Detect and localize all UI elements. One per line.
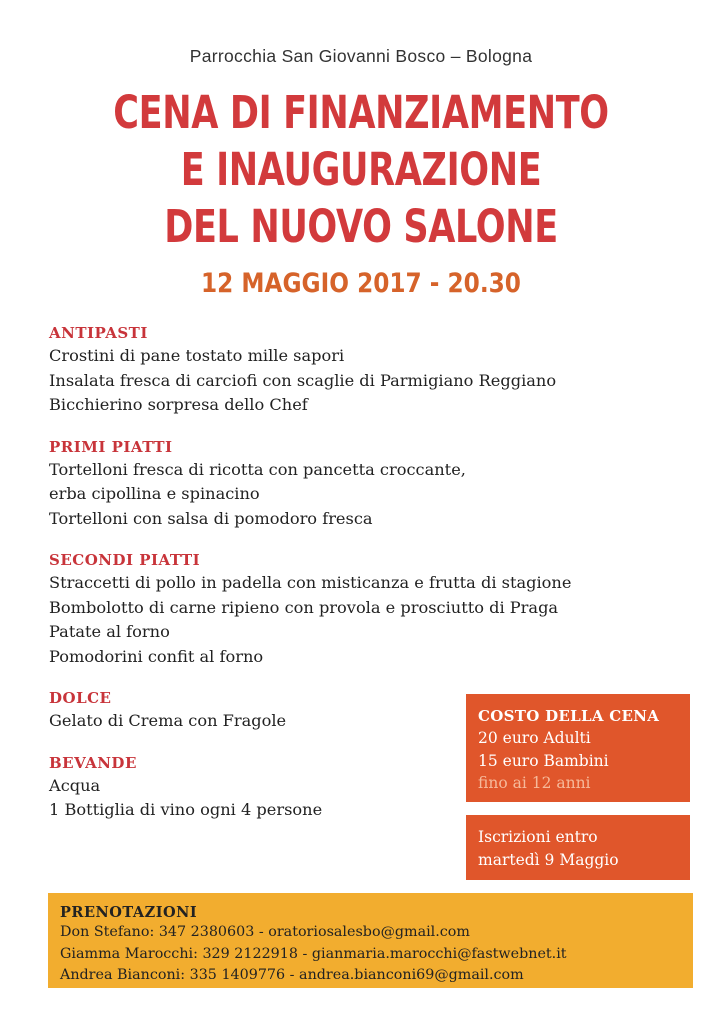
menu-item: Straccetti di pollo in padella con misticanza e frutta di stagione	[49, 573, 572, 592]
menu-item: Bombolotto di carne ripieno con provola e prosciutto di Praga	[49, 597, 559, 617]
section-antipasti	[49, 322, 689, 418]
title-line-3: DEL NUOVO SALONE	[164, 200, 558, 253]
cost-box	[466, 694, 690, 802]
menu-item: Insalata fresca di carciofi con scaglie di Parmigiano Reggiano	[49, 370, 557, 390]
title-line-1: CENA DI FINANZIAMENTO	[113, 86, 609, 139]
booking-heading: PRENOTAZIONI	[60, 904, 198, 921]
parish-name: Parrocchia San Giovanni Bosco – Bologna	[189, 46, 533, 66]
registration-line-1: Iscrizioni entro	[478, 828, 598, 846]
cost-note: fino ai 12 anni	[478, 774, 591, 792]
title-line-2: E INAUGURAZIONE	[180, 143, 542, 196]
section-primi	[49, 436, 689, 532]
menu-item: Pomodorini confit al forno	[49, 646, 264, 666]
registration-box	[466, 815, 690, 880]
menu-item: Patate al forno	[49, 622, 170, 641]
cost-adults: 20 euro Adulti	[478, 729, 591, 747]
menu-item: erba cipollina e spinacino	[49, 484, 260, 503]
section-heading: DOLCE	[49, 689, 112, 707]
menu-item: Acqua	[49, 775, 101, 795]
section-heading: SECONDI PIATTI	[49, 551, 201, 569]
booking-contact: Andrea Bianconi: 335 1409776 - andrea.bianconi69@gmail.com	[60, 967, 524, 983]
booking-box	[48, 893, 693, 988]
cost-children: 15 euro Bambini	[478, 751, 609, 770]
menu-item: Gelato di Crema con Fragole	[49, 711, 287, 730]
event-title	[79, 84, 642, 255]
event-date: 12 MAGGIO 2017 - 20.30	[201, 268, 521, 299]
menu-item: Crostini di pane tostato mille sapori	[49, 346, 345, 365]
section-heading: PRIMI PIATTI	[49, 437, 173, 456]
menu-item: Tortelloni con salsa di pomodoro fresca	[49, 508, 373, 528]
section-secondi	[49, 549, 689, 669]
booking-contact: Giamma Marocchi: 329 2122918 - gianmaria.marocchi@fastwebnet.it	[60, 945, 567, 962]
menu-item: Bicchierino sorpresa dello Chef	[49, 395, 308, 414]
booking-contact: Don Stefano: 347 2380603 - oratoriosalesbo@gmail.com	[60, 924, 470, 940]
menu-item: 1 Bottiglia di vino ogni 4 persone	[49, 800, 323, 819]
menu-item: Tortelloni fresca di ricotta con pancetta croccante,	[49, 459, 466, 479]
section-heading: BEVANDE	[49, 753, 137, 772]
section-heading: ANTIPASTI	[49, 324, 148, 342]
registration-line-2: martedì 9 Maggio	[478, 850, 619, 869]
cost-heading: COSTO DELLA CENA	[478, 707, 660, 725]
